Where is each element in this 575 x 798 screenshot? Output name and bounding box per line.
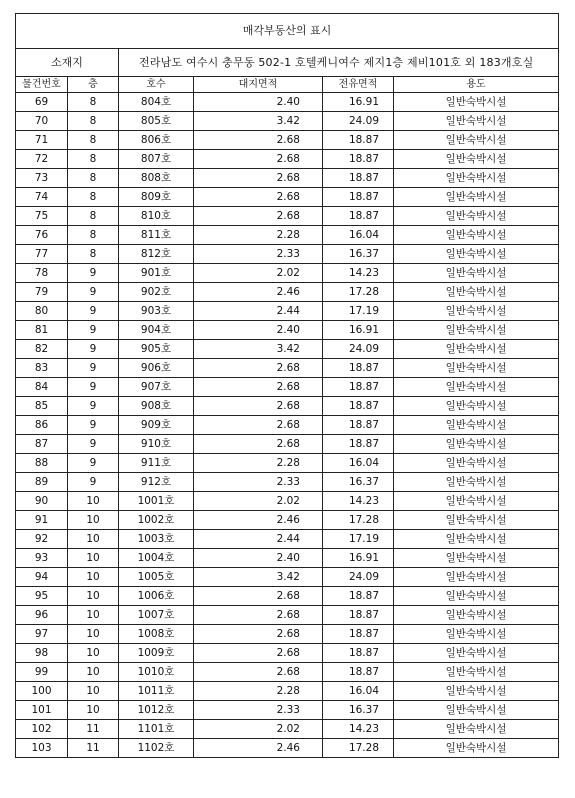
cell-unit: 909호 (119, 416, 194, 435)
cell-unit: 908호 (119, 397, 194, 416)
cell-floor: 9 (68, 454, 119, 473)
table-row (16, 416, 559, 435)
cell-unit: 907호 (119, 378, 194, 397)
cell-unit: 1101호 (119, 720, 194, 739)
location-label: 소재지 (16, 49, 119, 77)
cell-unit: 809호 (119, 188, 194, 207)
cell-floor: 9 (68, 416, 119, 435)
cell-land-area: 2.33 (194, 245, 323, 264)
cell-usage: 일반숙박시설 (394, 435, 559, 454)
cell-item-no: 100 (16, 682, 68, 701)
cell-land-area: 2.68 (194, 435, 323, 454)
table-row (16, 226, 559, 245)
table-row (16, 340, 559, 359)
cell-land-area: 2.68 (194, 587, 323, 606)
cell-usage: 일반숙박시설 (394, 644, 559, 663)
cell-floor: 8 (68, 169, 119, 188)
cell-exclusive-area: 14.23 (323, 720, 394, 739)
cell-land-area: 2.68 (194, 625, 323, 644)
page-title: 매각부동산의 표시 (16, 14, 559, 49)
cell-usage: 일반숙박시설 (394, 454, 559, 473)
cell-land-area: 2.68 (194, 378, 323, 397)
cell-exclusive-area: 18.87 (323, 169, 394, 188)
cell-usage: 일반숙박시설 (394, 492, 559, 511)
cell-item-no: 98 (16, 644, 68, 663)
cell-item-no: 91 (16, 511, 68, 530)
table-row (16, 302, 559, 321)
cell-item-no: 102 (16, 720, 68, 739)
cell-floor: 10 (68, 682, 119, 701)
cell-usage: 일반숙박시설 (394, 302, 559, 321)
cell-exclusive-area: 16.04 (323, 454, 394, 473)
cell-land-area: 2.40 (194, 321, 323, 340)
cell-usage: 일반숙박시설 (394, 264, 559, 283)
cell-exclusive-area: 18.87 (323, 150, 394, 169)
title-row (16, 14, 559, 49)
cell-floor: 9 (68, 340, 119, 359)
cell-land-area: 2.28 (194, 682, 323, 701)
cell-usage: 일반숙박시설 (394, 131, 559, 150)
cell-usage: 일반숙박시설 (394, 378, 559, 397)
cell-usage: 일반숙박시설 (394, 587, 559, 606)
cell-exclusive-area: 16.91 (323, 321, 394, 340)
cell-land-area: 2.46 (194, 739, 323, 758)
cell-item-no: 82 (16, 340, 68, 359)
cell-exclusive-area: 18.87 (323, 207, 394, 226)
cell-exclusive-area: 17.28 (323, 739, 394, 758)
table-row (16, 359, 559, 378)
table-row (16, 397, 559, 416)
cell-item-no: 69 (16, 93, 68, 112)
cell-usage: 일반숙박시설 (394, 245, 559, 264)
cell-item-no: 84 (16, 378, 68, 397)
cell-floor: 11 (68, 720, 119, 739)
cell-unit: 1012호 (119, 701, 194, 720)
cell-unit: 811호 (119, 226, 194, 245)
table-row (16, 720, 559, 739)
cell-item-no: 94 (16, 568, 68, 587)
cell-exclusive-area: 17.28 (323, 511, 394, 530)
cell-unit: 1002호 (119, 511, 194, 530)
cell-usage: 일반숙박시설 (394, 416, 559, 435)
table-row (16, 435, 559, 454)
cell-floor: 8 (68, 245, 119, 264)
table-row (16, 169, 559, 188)
cell-item-no: 74 (16, 188, 68, 207)
cell-floor: 8 (68, 188, 119, 207)
cell-floor: 10 (68, 663, 119, 682)
header-usage: 용도 (394, 77, 559, 93)
cell-exclusive-area: 18.87 (323, 378, 394, 397)
cell-floor: 10 (68, 549, 119, 568)
cell-item-no: 101 (16, 701, 68, 720)
cell-unit: 804호 (119, 93, 194, 112)
cell-floor: 9 (68, 321, 119, 340)
cell-exclusive-area: 17.19 (323, 530, 394, 549)
cell-item-no: 90 (16, 492, 68, 511)
cell-land-area: 2.68 (194, 359, 323, 378)
cell-land-area: 2.68 (194, 188, 323, 207)
table-row (16, 663, 559, 682)
cell-item-no: 77 (16, 245, 68, 264)
table-row (16, 188, 559, 207)
cell-item-no: 93 (16, 549, 68, 568)
cell-land-area: 2.02 (194, 264, 323, 283)
cell-exclusive-area: 18.87 (323, 435, 394, 454)
table-row (16, 587, 559, 606)
cell-usage: 일반숙박시설 (394, 207, 559, 226)
cell-land-area: 2.68 (194, 397, 323, 416)
cell-usage: 일반숙박시설 (394, 663, 559, 682)
cell-usage: 일반숙박시설 (394, 321, 559, 340)
cell-unit: 1011호 (119, 682, 194, 701)
cell-item-no: 78 (16, 264, 68, 283)
cell-floor: 10 (68, 625, 119, 644)
cell-floor: 9 (68, 359, 119, 378)
cell-unit: 805호 (119, 112, 194, 131)
cell-land-area: 3.42 (194, 112, 323, 131)
cell-exclusive-area: 18.87 (323, 397, 394, 416)
header-floor: 층 (68, 77, 119, 93)
cell-land-area: 2.02 (194, 720, 323, 739)
cell-item-no: 88 (16, 454, 68, 473)
table-row (16, 701, 559, 720)
cell-floor: 10 (68, 606, 119, 625)
cell-exclusive-area: 24.09 (323, 112, 394, 131)
table-row (16, 207, 559, 226)
cell-exclusive-area: 16.91 (323, 549, 394, 568)
cell-exclusive-area: 18.87 (323, 625, 394, 644)
cell-unit: 1010호 (119, 663, 194, 682)
cell-floor: 8 (68, 93, 119, 112)
cell-floor: 10 (68, 568, 119, 587)
cell-usage: 일반숙박시설 (394, 530, 559, 549)
cell-unit: 1003호 (119, 530, 194, 549)
table-row (16, 530, 559, 549)
table-row (16, 264, 559, 283)
cell-usage: 일반숙박시설 (394, 188, 559, 207)
header-item-no: 물건번호 (16, 77, 68, 93)
cell-exclusive-area: 24.09 (323, 568, 394, 587)
cell-usage: 일반숙박시설 (394, 283, 559, 302)
property-listing-sheet (15, 13, 558, 758)
cell-usage: 일반숙박시설 (394, 625, 559, 644)
cell-usage: 일반숙박시설 (394, 720, 559, 739)
cell-item-no: 99 (16, 663, 68, 682)
cell-floor: 8 (68, 112, 119, 131)
cell-floor: 10 (68, 701, 119, 720)
cell-unit: 901호 (119, 264, 194, 283)
cell-unit: 906호 (119, 359, 194, 378)
cell-exclusive-area: 17.28 (323, 283, 394, 302)
header-land-area: 대지면적 (194, 77, 323, 93)
cell-unit: 808호 (119, 169, 194, 188)
cell-floor: 9 (68, 283, 119, 302)
cell-land-area: 2.68 (194, 606, 323, 625)
cell-usage: 일반숙박시설 (394, 397, 559, 416)
cell-item-no: 72 (16, 150, 68, 169)
cell-exclusive-area: 14.23 (323, 492, 394, 511)
cell-usage: 일반숙박시설 (394, 150, 559, 169)
cell-exclusive-area: 17.19 (323, 302, 394, 321)
cell-exclusive-area: 18.87 (323, 188, 394, 207)
cell-item-no: 85 (16, 397, 68, 416)
cell-unit: 910호 (119, 435, 194, 454)
cell-floor: 10 (68, 511, 119, 530)
cell-exclusive-area: 18.87 (323, 644, 394, 663)
cell-usage: 일반숙박시설 (394, 682, 559, 701)
table-row (16, 606, 559, 625)
cell-land-area: 2.46 (194, 283, 323, 302)
cell-unit: 812호 (119, 245, 194, 264)
cell-item-no: 81 (16, 321, 68, 340)
header-row (16, 77, 559, 93)
table-row (16, 549, 559, 568)
cell-usage: 일반숙박시설 (394, 511, 559, 530)
cell-unit: 1005호 (119, 568, 194, 587)
cell-land-area: 2.28 (194, 454, 323, 473)
table-row (16, 739, 559, 758)
cell-exclusive-area: 18.87 (323, 606, 394, 625)
cell-usage: 일반숙박시설 (394, 93, 559, 112)
cell-item-no: 79 (16, 283, 68, 302)
table-row (16, 568, 559, 587)
cell-usage: 일반숙박시설 (394, 701, 559, 720)
cell-unit: 1008호 (119, 625, 194, 644)
cell-unit: 1007호 (119, 606, 194, 625)
cell-unit: 911호 (119, 454, 194, 473)
cell-item-no: 73 (16, 169, 68, 188)
cell-exclusive-area: 24.09 (323, 340, 394, 359)
cell-unit: 902호 (119, 283, 194, 302)
cell-item-no: 71 (16, 131, 68, 150)
cell-item-no: 103 (16, 739, 68, 758)
cell-usage: 일반숙박시설 (394, 359, 559, 378)
cell-land-area: 2.46 (194, 511, 323, 530)
cell-land-area: 2.28 (194, 226, 323, 245)
cell-land-area: 2.33 (194, 473, 323, 492)
location-row (16, 49, 559, 77)
table-row (16, 625, 559, 644)
cell-floor: 8 (68, 207, 119, 226)
cell-floor: 8 (68, 131, 119, 150)
cell-item-no: 97 (16, 625, 68, 644)
table-row (16, 93, 559, 112)
table-row (16, 682, 559, 701)
cell-usage: 일반숙박시설 (394, 568, 559, 587)
table-row (16, 131, 559, 150)
cell-item-no: 83 (16, 359, 68, 378)
cell-floor: 11 (68, 739, 119, 758)
cell-land-area: 3.42 (194, 340, 323, 359)
cell-item-no: 76 (16, 226, 68, 245)
cell-exclusive-area: 16.37 (323, 701, 394, 720)
cell-land-area: 2.68 (194, 207, 323, 226)
cell-unit: 807호 (119, 150, 194, 169)
cell-unit: 1102호 (119, 739, 194, 758)
cell-land-area: 2.68 (194, 150, 323, 169)
cell-exclusive-area: 16.91 (323, 93, 394, 112)
cell-item-no: 75 (16, 207, 68, 226)
cell-exclusive-area: 16.04 (323, 682, 394, 701)
cell-land-area: 2.68 (194, 131, 323, 150)
property-table (15, 13, 559, 758)
table-row (16, 112, 559, 131)
cell-exclusive-area: 18.87 (323, 416, 394, 435)
cell-land-area: 2.44 (194, 530, 323, 549)
cell-unit: 903호 (119, 302, 194, 321)
cell-land-area: 2.44 (194, 302, 323, 321)
cell-unit: 1004호 (119, 549, 194, 568)
cell-item-no: 89 (16, 473, 68, 492)
table-row (16, 150, 559, 169)
cell-floor: 9 (68, 264, 119, 283)
cell-item-no: 95 (16, 587, 68, 606)
cell-usage: 일반숙박시설 (394, 549, 559, 568)
cell-exclusive-area: 16.04 (323, 226, 394, 245)
cell-exclusive-area: 16.37 (323, 245, 394, 264)
cell-usage: 일반숙박시설 (394, 340, 559, 359)
cell-exclusive-area: 18.87 (323, 359, 394, 378)
cell-land-area: 2.68 (194, 663, 323, 682)
cell-land-area: 3.42 (194, 568, 323, 587)
cell-floor: 9 (68, 397, 119, 416)
cell-unit: 912호 (119, 473, 194, 492)
cell-floor: 10 (68, 530, 119, 549)
header-exclusive-area: 전유면적 (323, 77, 394, 93)
cell-floor: 10 (68, 492, 119, 511)
cell-usage: 일반숙박시설 (394, 169, 559, 188)
cell-floor: 10 (68, 644, 119, 663)
cell-unit: 1006호 (119, 587, 194, 606)
cell-land-area: 2.68 (194, 169, 323, 188)
cell-usage: 일반숙박시설 (394, 606, 559, 625)
table-row (16, 245, 559, 264)
cell-usage: 일반숙박시설 (394, 112, 559, 131)
cell-item-no: 86 (16, 416, 68, 435)
cell-land-area: 2.33 (194, 701, 323, 720)
cell-floor: 9 (68, 473, 119, 492)
table-row (16, 321, 559, 340)
cell-usage: 일반숙박시설 (394, 226, 559, 245)
table-row (16, 378, 559, 397)
cell-unit: 1001호 (119, 492, 194, 511)
table-row (16, 492, 559, 511)
cell-exclusive-area: 14.23 (323, 264, 394, 283)
cell-land-area: 2.02 (194, 492, 323, 511)
location-value: 전라남도 여수시 충무동 502-1 호텔케니여수 제지1층 제비101호 외 183개호실 (119, 49, 559, 77)
cell-floor: 8 (68, 226, 119, 245)
cell-land-area: 2.40 (194, 549, 323, 568)
cell-item-no: 92 (16, 530, 68, 549)
header-unit: 호수 (119, 77, 194, 93)
table-row (16, 473, 559, 492)
cell-item-no: 87 (16, 435, 68, 454)
table-row (16, 454, 559, 473)
cell-item-no: 80 (16, 302, 68, 321)
table-row (16, 644, 559, 663)
cell-exclusive-area: 16.37 (323, 473, 394, 492)
table-row (16, 511, 559, 530)
cell-usage: 일반숙박시설 (394, 739, 559, 758)
cell-land-area: 2.68 (194, 416, 323, 435)
cell-floor: 9 (68, 378, 119, 397)
cell-land-area: 2.40 (194, 93, 323, 112)
cell-unit: 1009호 (119, 644, 194, 663)
cell-floor: 8 (68, 150, 119, 169)
cell-floor: 10 (68, 587, 119, 606)
cell-exclusive-area: 18.87 (323, 587, 394, 606)
cell-land-area: 2.68 (194, 644, 323, 663)
cell-item-no: 96 (16, 606, 68, 625)
cell-exclusive-area: 18.87 (323, 131, 394, 150)
cell-floor: 9 (68, 302, 119, 321)
cell-exclusive-area: 18.87 (323, 663, 394, 682)
table-row (16, 283, 559, 302)
cell-usage: 일반숙박시설 (394, 473, 559, 492)
cell-unit: 806호 (119, 131, 194, 150)
cell-unit: 810호 (119, 207, 194, 226)
cell-floor: 9 (68, 435, 119, 454)
cell-unit: 905호 (119, 340, 194, 359)
cell-unit: 904호 (119, 321, 194, 340)
cell-item-no: 70 (16, 112, 68, 131)
